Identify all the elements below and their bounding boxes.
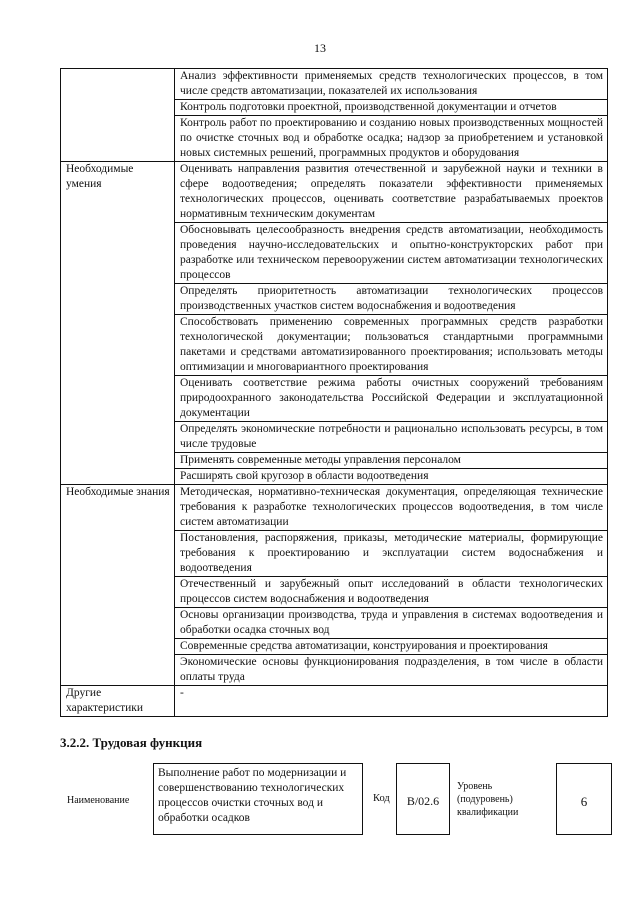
qualification-level-box: 6 xyxy=(556,763,612,835)
row-label: Необходимые умения xyxy=(61,162,175,485)
qualification-level-label: Уровень (подуровень) квалификации xyxy=(457,781,519,818)
section-heading: 3.2.2. Трудовая функция xyxy=(60,735,203,750)
row-item: Применять современные методы управления персоналом xyxy=(175,453,608,469)
table-row xyxy=(61,686,608,717)
row-item: Анализ эффективности применяемых средств технологических процессов, в том числе средств автоматизации, показателей их использования xyxy=(175,69,608,100)
row-item: Современные средства автоматизации, конструирования и проектирования xyxy=(175,639,608,655)
row-item: Отечественный и зарубежный опыт исследований в области технологических процессов систем водоснабжения и водоотведения xyxy=(175,577,608,608)
row-item: Оценивать направления развития отечественной и зарубежной науки и техники в сфере водоотведения; определять показатели эффективности применяемых технологических процессов, оценивать соответствие разрабатываемых проектов нормативным техническим документам xyxy=(175,162,608,223)
row-item: - xyxy=(175,686,608,717)
row-item: Методическая, нормативно-техническая документация, определяющая технические требования к разработке технологических процессов водоотведения, в том числе систем автоматизации xyxy=(175,485,608,531)
name-label: Наименование xyxy=(67,795,130,806)
row-item: Экономические основы функционирования подразделения, в том числе в области оплаты труда xyxy=(175,655,608,686)
table-row xyxy=(61,162,608,223)
row-label: Другие характеристики xyxy=(61,686,175,717)
row-item: Постановления, распоряжения, приказы, методические материалы, формирующие требования к проектированию и эксплуатации систем водоснабжения и водоотведения xyxy=(175,531,608,577)
code-label: Код xyxy=(373,793,390,804)
page-number: 13 xyxy=(314,41,326,55)
row-item: Обосновывать целесообразность внедрения средств автоматизации, необходимость проведения научно-исследовательских и опытно-конструкторских работ при разработке или техническом перевооружении систем автоматизации технологических процессов xyxy=(175,223,608,284)
row-item: Основы организации производства, труда и управления в системах водоотведения и обработки осадка сточных вод xyxy=(175,608,608,639)
table-row xyxy=(61,485,608,531)
row-item: Расширять свой кругозор в области водоотведения xyxy=(175,469,608,485)
row-item: Способствовать применению современных программных средств разработки технологической документации; пользоваться стандартными программными пакетами и средствами автоматизированного проектирования; использовать методы оптимизации и многовариантного проектирования xyxy=(175,315,608,376)
row-item: Контроль работ по проектированию и созданию новых производственных мощностей по очистке сточных вод и обработке осадка; надзор за приобретением и установкой новых системных решений, программных продуктов и оборудования xyxy=(175,116,608,162)
row-label xyxy=(61,69,175,162)
row-item: Определять экономические потребности и рационально использовать ресурсы, в том числе трудовые xyxy=(175,422,608,453)
row-item: Оценивать соответствие режима работы очистных сооружений требованиям природоохранного законодательства Российской Федерации и эксплуатационной документации xyxy=(175,376,608,422)
row-label: Необходимые знания xyxy=(61,485,175,686)
name-value-box: Выполнение работ по модернизации и совершенствованию технологических процессов очистки сточных вод и обработки осадков xyxy=(153,763,363,835)
competency-table-body xyxy=(61,69,608,717)
competency-table xyxy=(60,68,608,717)
row-item: Определять приоритетность автоматизации технологических процессов производственных участков систем водоснабжения и водоотведения xyxy=(175,284,608,315)
table-row xyxy=(61,69,608,100)
row-item: Контроль подготовки проектной, производственной документации и отчетов xyxy=(175,100,608,116)
code-value-box: B/02.6 xyxy=(396,763,450,835)
